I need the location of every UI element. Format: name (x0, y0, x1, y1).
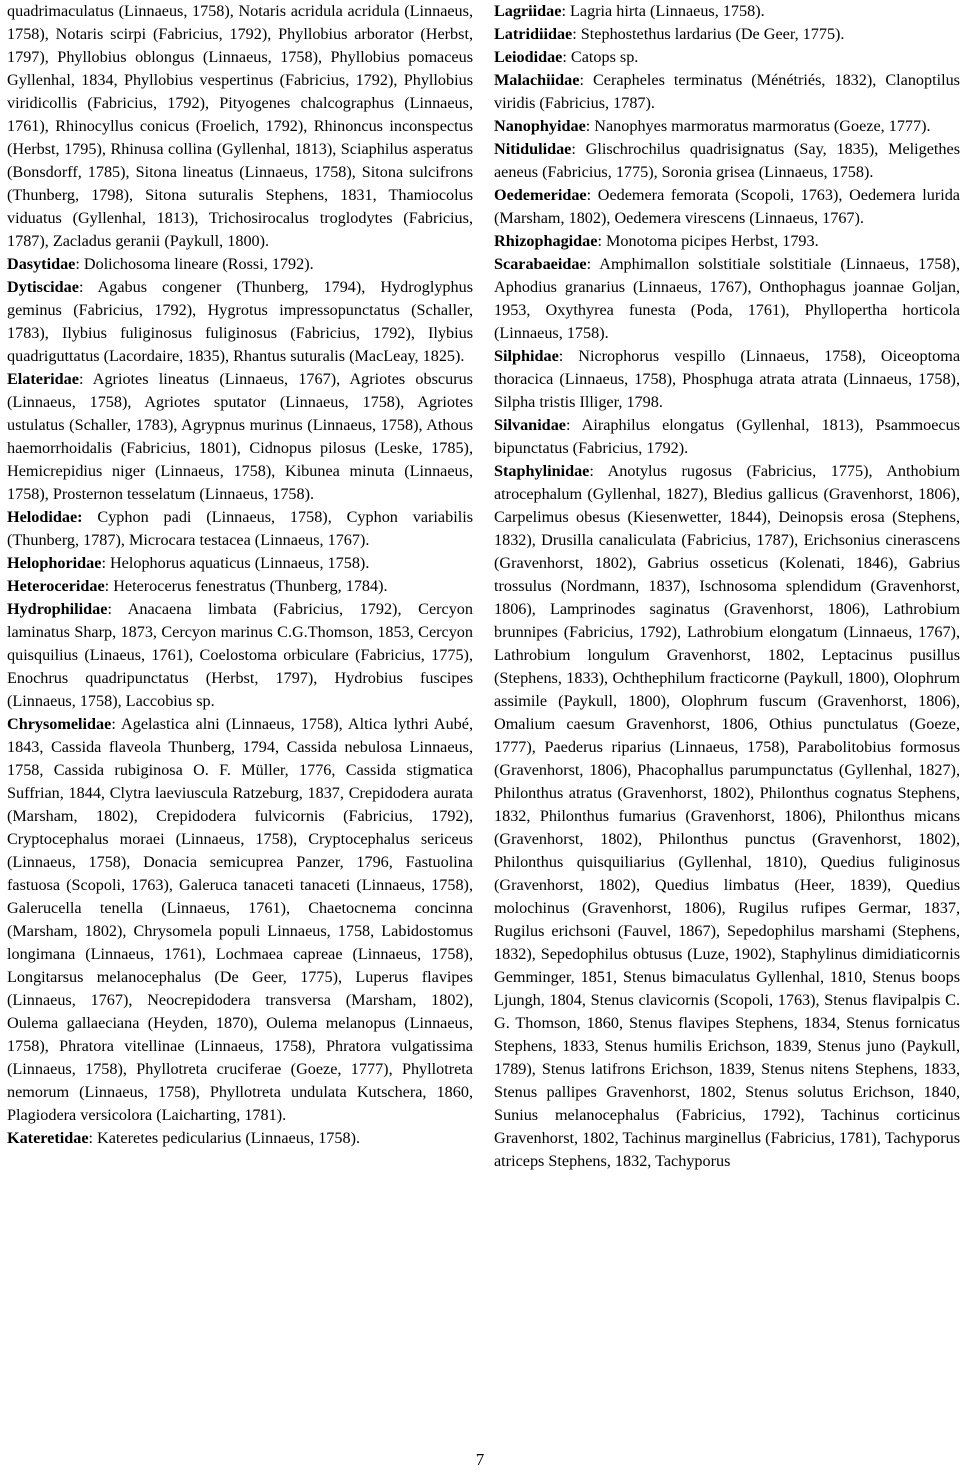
family-entry (494, 253, 960, 345)
species-list: : Kateretes pedicularius (Linnaeus, 1758). (88, 1129, 361, 1147)
family-entry (7, 506, 473, 552)
species-list: : Anacaena limbata (Fabricius, 1792), Cercyon laminatus Sharp, 1873, Cercyon marinus C.G.Thomson, 1853, Cercyon quisquilius (Linaeus, 1761), Coelostoma orbiculare (Fabricius, 1775), Enochrus quadripunctatus (Herbst, 1797), Hydrobius fuscipes (Linnaeus, 1758), Laccobius sp. (7, 600, 473, 710)
family-name: Dytiscidae (7, 278, 79, 296)
family-name: Staphylinidae (494, 462, 590, 480)
family-name: Nanophyidae (494, 117, 586, 135)
family-name: Oedemeridae (494, 186, 587, 204)
species-list: : Cerapheles terminatus (Ménétriés, 1832), Clanoptilus viridis (Fabricius, 1787). (494, 71, 960, 112)
family-entry (494, 138, 960, 184)
species-paragraph: quadrimaculatus (Linnaeus, 1758), Notaris acridula acridula (Linnaeus, 1758), Notaris scirpi (Fabricius, 1792), Phyllobius arborator (Herbst, 1797), Phyllobius oblongus (Linnaeus, 1758), Phyllobius pomaceus Gyllenhal, 1834, Phyllobius vespertinus (Fabricius, 1792), Phyllobius viridicollis (Fabricius, 1792), Pityogenes chalcographus (Linnaeus, 1761), Rhinocyllus conicus (Froelich, 1792), Rhinoncus inconspectus (Herbst, 1795), Rhinusa collina (Gyllenhal, 1813), Sciaphilus asperatus (Bonsdorff, 1785), Sitona lineatus (Linnaeus, 1758), Sitona sulcifrons (Thunberg, 1798), Sitona suturalis Stephens, 1831, Thamiocolus viduatus (Gyllenhal, 1813), Trichosirocalus troglodytes (Fabricius, 1787), Zacladus geranii (Paykull, 1800). (7, 2, 473, 250)
family-name: Lagriidae (494, 2, 562, 20)
family-name: Hydrophilidae (7, 600, 108, 618)
family-entry (494, 414, 960, 460)
family-name: Silvanidae (494, 416, 566, 434)
page-number: 7 (475, 1450, 485, 1469)
family-name: Rhizophagidae (494, 232, 598, 250)
species-list: : Anotylus rugosus (Fabricius, 1775), Anthobium atrocephalum (Gyllenhal, 1827), Bledius gallicus (Gravenhorst, 1806), Carpelimus obesus (Kiesenwetter, 1844), Deinopsis erosa (Stephens, 1832), Drusilla canaliculata (Fabricius, 1787), Erichsonius cinerascens (Gravenhorst, 1802), Gabrius osseticus (Kolenati, 1846), Gabrius trossulus (Nordmann, 1837), Ischnosoma splendidum (Gravenhorst, 1806), Lamprinodes saginatus (Gravenhorst, 1806), Lathrobium brunnipes (Fabricius, 1792), Lathrobium elongatum (Linnaeus, 1767), Lathrobium longulum Gravenhorst, 1802, Leptacinus pusillus (Stephens, 1833), Ochthephilum fracticorne (Paykull, 1800), Olophrum assimile (Paykull, 1800), Olophrum fuscum (Gravenhorst, 1806), Omalium caesum Gravenhorst, 1806, Othius punctulatus (Goeze, 1777), Paederus riparius (Linnaeus, 1758), Parabolitobius formosus (Gravenhorst, 1806), Phacophallus parumpunctatus (Gyllenhal, 1827), Philonthus atratus (Gravenhorst, 1802), Philonthus cognatus Stephens, 1832, Philonthus fumarius (Gravenhorst, 1806), Philonthus micans (Gravenhorst, 1802), Philonthus punctus (Gravenhorst, 1802), Philonthus quisquiliarius (Gyllenhal, 1810), Quedius fuliginosus (Gravenhorst, 1802), Quedius limbatus (Heer, 1839), Quedius molochinus (Gravenhorst, 1806), Rugilus rufipes Germar, 1837, Rugilus erichsoni (Fauvel, 1867), Sepedophilus marshami (Stephens, 1832), Sepedophilus obtusus (Luze, 1902), Staphylinus dimidiaticornis Gemminger, 1851, Stenus bimaculatus Gyllenhal, 1810, Stenus boops Ljungh, 1804, Stenus clavicornis (Scopoli, 1763), Stenus flavipalpis C. G. Thomson, 1860, Stenus flavipes Stephens, 1834, Stenus fornicatus Stephens, 1833, Stenus humilis Erichson, 1839, Stenus juno (Paykull, 1789), Stenus latifrons Erichson, 1839, Stenus nitens Stephens, 1833, Stenus pallipes Gravenhorst, 1802, Stenus solutus Erichson, 1840, Sunius melanocephalus (Fabricius, 1792), Tachinus corticinus Gravenhorst, 1802, Tachinus marginellus (Fabricius, 1781), Tachyporus atriceps Stephens, 1832, Tachyporus (494, 462, 960, 1170)
family-entry (7, 368, 473, 506)
species-list: : Nanophyes marmoratus marmoratus (Goeze, 1777). (585, 117, 931, 135)
species-list: : Glischrochilus quadrisignatus (Say, 1835), Meligethes aeneus (Fabricius, 1775), Soronia grisea (Linnaeus, 1758). (494, 140, 960, 181)
family-entry (494, 69, 960, 115)
species-list: : Airaphilus elongatus (Gyllenhal, 1813), Psammoecus bipunctatus (Fabricius, 1792). (494, 416, 960, 457)
species-list: : Helophorus aquaticus (Linnaeus, 1758). (101, 554, 370, 572)
family-entry (494, 46, 960, 69)
species-list: : Agabus congener (Thunberg, 1794), Hydroglyphus geminus (Fabricius, 1792), Hygrotus impressopunctatus (Schaller, 1783), Ilybius fuliginosus fuliginosus (Fabricius, 1792), Ilybius quadriguttatus (Lacordaire, 1835), Rhantus suturalis (MacLeay, 1825). (7, 278, 473, 365)
family-entry (7, 575, 473, 598)
species-list: : Heterocerus fenestratus (Thunberg, 1784). (104, 577, 388, 595)
family-name: Kateretidae (7, 1129, 89, 1147)
right-column (494, 0, 960, 1173)
species-list: : Agelastica alni (Linnaeus, 1758), Altica lythri Aubé, 1843, Cassida flaveola Thunberg, 1794, Cassida nebulosa Linnaeus, 1758, Cassida rubiginosa O. F. Müller, 1776, Cassida stigmatica Suffrian, 1844, Clytra laeviuscula Ratzeburg, 1837, Crepidodera aurata (Marsham, 1802), Crepidodera fulvicornis (Fabricius, 1792), Cryptocephalus moraei (Linnaeus, 1758), Cryptocephalus sericeus (Linnaeus, 1758), Donacia semicuprea Panzer, 1796, Fastuolina fastuosa (Scopoli, 1763), Galeruca tanaceti tanaceti (Linnaeus, 1758), Galerucella tenella (Linnaeus, 1761), Chaetocnema concinna (Marsham, 1802), Chrysomela populi Linnaeus, 1758, Labidostomus longimana (Linnaeus, 1761), Lochmaea capreae (Linnaeus, 1758), Longitarsus melanocephalus (De Geer, 1775), Luperus flavipes (Linnaeus, 1767), Neocrepidodera transversa (Marsham, 1802), Oulema gallaeciana (Heyden, 1870), Oulema melanopus (Linnaeus, 1758), Phratora vitellinae (Linnaeus, 1758), Phratora vulgatissima (Linnaeus, 1758), Phyllotreta cruciferae (Goeze, 1777), Phyllotreta nemorum (Linnaeus, 1758), Phyllotreta undulata Kutschera, 1860, Plagiodera versicolora (Laicharting, 1781). (7, 715, 473, 1124)
species-list: : Dolichosoma lineare (Rossi, 1792). (75, 255, 314, 273)
family-entry (494, 230, 960, 253)
family-entry (7, 1127, 473, 1150)
family-name: Heteroceridae (7, 577, 105, 595)
family-entry (7, 276, 473, 368)
species-list: : Monotoma picipes Herbst, 1793. (597, 232, 819, 250)
family-entry (7, 713, 473, 1127)
family-entry (7, 552, 473, 575)
species-list: Cyphon padi (Linnaeus, 1758), Cyphon variabilis (Thunberg, 1787), Microcara testacea (Linnaeus, 1767). (7, 508, 473, 549)
family-name: Nitidulidae (494, 140, 572, 158)
family-entry (494, 0, 960, 23)
species-list: : Catops sp. (562, 48, 639, 66)
family-name: Silphidae (494, 347, 559, 365)
family-entry (7, 598, 473, 713)
family-name: Helophoridae (7, 554, 102, 572)
family-entry (494, 460, 960, 1173)
family-entry (494, 23, 960, 46)
family-name: Latridiidae (494, 25, 573, 43)
species-list: : Stephostethus lardarius (De Geer, 1775). (572, 25, 845, 43)
species-list: : Oedemera femorata (Scopoli, 1763), Oedemera lurida (Marsham, 1802), Oedemera virescens (Linnaeus, 1767). (494, 186, 960, 227)
species-list: : Amphimallon solstitiale solstitiale (Linnaeus, 1758), Aphodius granarius (Linnaeus, 1767), Onthophagus joannae Goljan, 1953, Oxythyrea funesta (Poda, 1761), Phyllopertha horticola (Linnaeus, 1758). (494, 255, 960, 342)
species-list: : Nicrophorus vespillo (Linnaeus, 1758), Oiceoptoma thoracica (Linnaeus, 1758), Phosphuga atrata atrata (Linnaeus, 1758), Silpha tristis Illiger, 1798. (494, 347, 960, 411)
family-name: Chrysomelidae (7, 715, 112, 733)
family-name: Scarabaeidae (494, 255, 587, 273)
family-entry (494, 345, 960, 414)
family-name: Dasytidae (7, 255, 76, 273)
left-column (7, 0, 473, 1150)
species-list: : Agriotes lineatus (Linnaeus, 1767), Agriotes obscurus (Linnaeus, 1758), Agriotes sputator (Linnaeus, 1758), Agriotes ustulatus (Schaller, 1783), Agrypnus murinus (Linnaeus, 1758), Athous haemorrhoidalis (Fabricius, 1801), Cidnopus pilosus (Leske, 1785), Hemicrepidius niger (Linnaeus, 1758), Kibunea minuta (Linnaeus, 1758), Prosternon tesselatum (Linnaeus, 1758). (7, 370, 473, 503)
family-name: Leiodidae (494, 48, 563, 66)
family-name: Helodidae: (7, 508, 83, 526)
family-name: Malachiidae (494, 71, 580, 89)
species-list: : Lagria hirta (Linnaeus, 1758). (561, 2, 765, 20)
family-entry (494, 184, 960, 230)
family-entry (7, 253, 473, 276)
family-entry (494, 115, 960, 138)
family-name: Elateridae (7, 370, 79, 388)
